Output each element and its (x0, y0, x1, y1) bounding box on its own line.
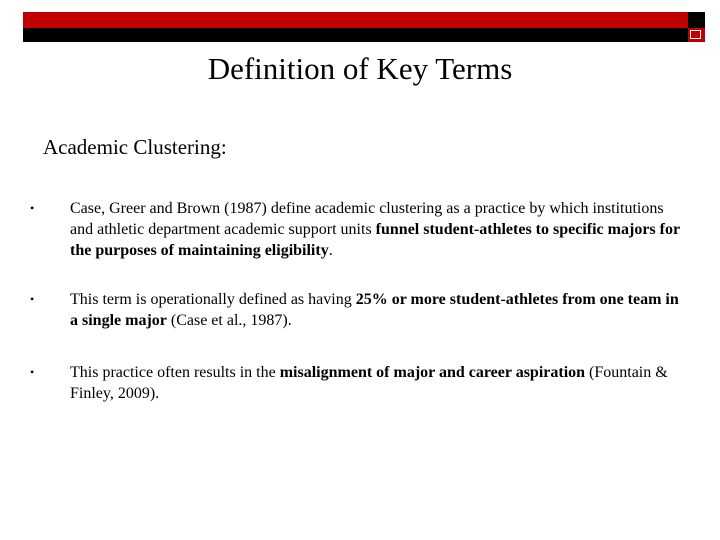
corner-square-outline (690, 30, 701, 39)
bullet-list (30, 198, 690, 404)
bullet-text: Case, Greer and Brown (1987) define academic clustering as a practice by which institutions and athletic department academic support units (70, 200, 664, 238)
bullet-text-end: (Fountain & Finley, 2009). (70, 364, 668, 402)
bullet-text-end: (Case et al., 1987). (166, 312, 292, 329)
header-black-bar (23, 28, 689, 42)
header-red-bar (23, 12, 689, 28)
bullet-emphasis: misalignment of major and career aspiration (279, 364, 586, 381)
bullet-text-end: . (328, 242, 333, 259)
bullet-dot-icon: • (30, 292, 35, 306)
bullet-item-outcome (30, 362, 690, 404)
bullet-emphasis: funnel student-athletes to specific majors for the purposes of maintaining eligibility (70, 221, 680, 259)
bullet-emphasis: 25% or more student-athletes from one team in a single major (70, 291, 679, 329)
corner-square-black (688, 12, 705, 28)
slide-title: Definition of Key Terms (207, 51, 513, 86)
bullet-dot-icon: • (30, 201, 35, 215)
bullet-item-operational (30, 289, 690, 331)
bullet-dot-icon: • (30, 365, 35, 379)
section-heading: Academic Clustering: (43, 135, 227, 159)
bullet-item-definition (30, 198, 690, 261)
bullet-text: This term is operationally defined as having (70, 291, 356, 308)
bullet-text: This practice often results in the (70, 364, 280, 381)
